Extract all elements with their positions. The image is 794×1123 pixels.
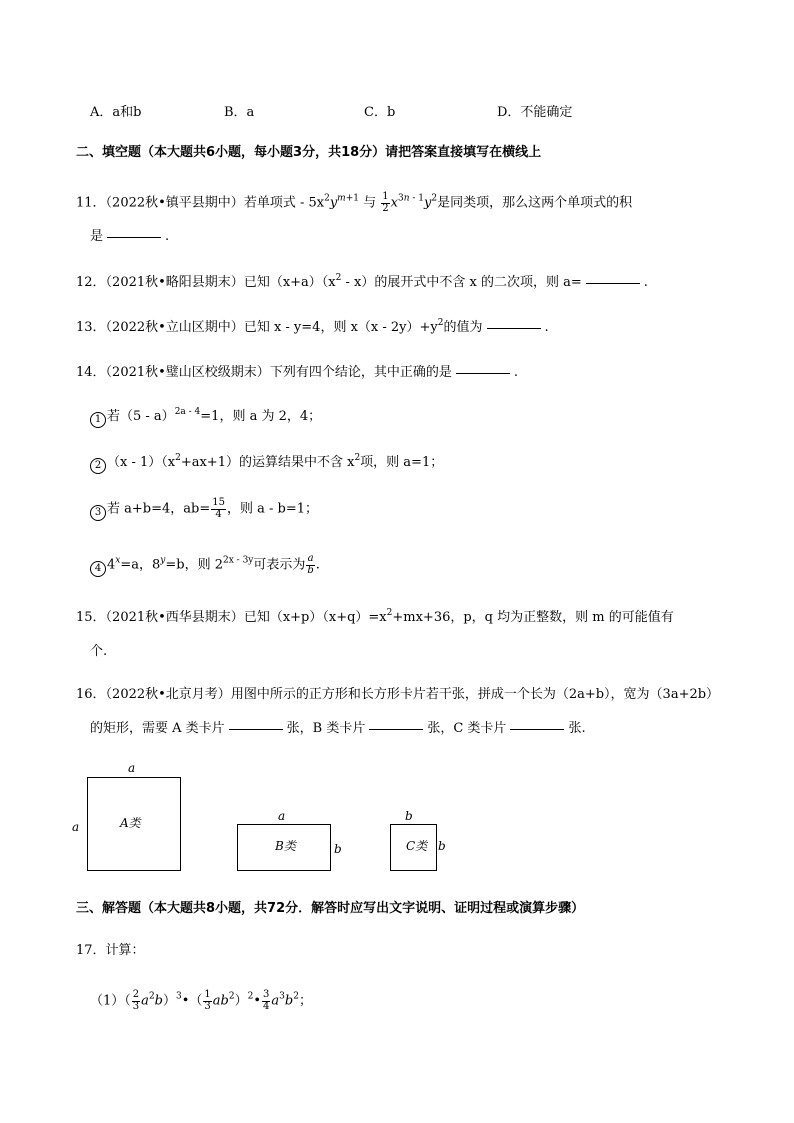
q11-end: . xyxy=(165,229,170,244)
q14-item2-mark: 2 xyxy=(90,458,106,474)
fig-c-top-label: b xyxy=(405,809,413,823)
q16-source: （2022秋•北京月考） xyxy=(105,687,231,702)
q14-line xyxy=(76,366,518,379)
q14-text: 下列有四个结论，其中正确的是 xyxy=(269,365,452,380)
q17-part1: （1）（ $\frac{2}{3}$ $a^2b)^3•$（ $\frac{1}{3}$ $ab^2)^2•$ $\frac{3}{4}$ $a^3b^2$； xyxy=(90,989,312,1012)
q11-text-a: 若单项式 - 5x xyxy=(243,195,325,211)
option-a: A．a和b xyxy=(90,105,142,120)
q13-source: （2022秋•立山区期中） xyxy=(105,320,244,335)
q14-item1 xyxy=(90,407,322,428)
q12-answer-blank[interactable] xyxy=(586,282,640,284)
q11-text-b: 与 xyxy=(363,195,377,211)
q16-line1 xyxy=(76,688,719,701)
q17-line xyxy=(76,944,145,957)
q16-text: 用图中所示的正方形和长方形卡片若干张，拼成一个长为（2a+b），宽为（3a+2b） xyxy=(230,687,720,702)
q15-source: （2021秋•西华县期末） xyxy=(105,610,244,625)
q14-end: . xyxy=(513,365,518,380)
q14-item3-mark: 3 xyxy=(90,505,106,521)
q12-text2: - x）的展开式中不含 x 的二次项，则 a= xyxy=(341,275,582,290)
q14-number: 14． xyxy=(76,365,106,380)
q13-text2: 的值为 xyxy=(443,320,483,335)
q16-blank-a[interactable] xyxy=(229,728,283,730)
q14-item4-text-a: 4 xyxy=(107,557,116,573)
q14-item4-mark: 4 xyxy=(90,561,106,577)
q14-item4-end: . xyxy=(315,557,320,573)
q14-answer-blank[interactable] xyxy=(456,372,510,374)
q13-end: . xyxy=(544,320,549,335)
fig-c-square-label: C类 xyxy=(406,839,428,853)
fig-c-right-label: b xyxy=(438,839,446,853)
q14-item2-text-b: +ax+1）的运算结果中不含 x xyxy=(180,455,355,470)
q15-text: 已知（x+p）（x+q）=x xyxy=(243,610,387,625)
q14-item4-frac-num: a xyxy=(307,553,314,564)
q14-item4-text-d: 可表示为 xyxy=(253,557,306,573)
q11-line2-text: 是 xyxy=(90,229,104,244)
q14-item4-text-c: =b，则 2 xyxy=(165,557,223,573)
q17-part1-label: （1） xyxy=(90,993,125,1009)
q11-text-c: 是同类项，那么这两个单项式的积 xyxy=(437,195,633,211)
fig-a-top-label: a xyxy=(128,761,136,775)
q12-number: 12． xyxy=(76,275,106,290)
q16-line2-b: 张，B 类卡片 xyxy=(286,721,366,736)
q14-item3 xyxy=(90,498,318,521)
q14-item4: 4 $4^x=a$，$8^y=b$，则 $2^{2x - 3y}$可表示为 $\frac{a}{b}$ . xyxy=(90,554,320,577)
q16-line2-d: 张. xyxy=(568,721,586,736)
q11-line1: 11．（2022秋•镇平县期中）若单项式 - $5x^2y^{m+1}$ 与 $\frac{1}{2}$ $x^{3n - 1}y^2$是同类项，那么这两个单项式的积 xyxy=(76,191,633,214)
q14-item1-text-b: =1，则 a 为 2，4； xyxy=(200,409,322,424)
q16-blank-b[interactable] xyxy=(369,728,423,730)
q15-line1: 15．（2021秋•西华县期末）已知$(x+p)(x+q)=x^2+mx+36$，p，q 均为正整数，则 m 的可能值有 xyxy=(76,608,674,625)
q14-item3-frac-den: 4 xyxy=(215,508,222,520)
section2-heading: 二、填空题（本大题共6小题，每小题3分，共18分）请把答案直接填写在横线上 xyxy=(76,145,542,160)
option-c: C．b xyxy=(364,105,396,120)
q13-line: 13．（2022秋•立山区期中）已知 x - y=4，则 $x(x - 2y)+y^2$的值为 . xyxy=(76,318,549,335)
q16-blank-c[interactable] xyxy=(510,728,564,730)
q14-item4-exp: 2x - 3y xyxy=(223,555,254,566)
q15-text2: +mx+36，p，q 均为正整数，则 m 的可能值有 xyxy=(392,610,674,625)
q16-line2-c: 张，C 类卡片 xyxy=(427,721,507,736)
q12-end: . xyxy=(643,275,648,290)
q14-item1-text-a: 若（5 - a） xyxy=(107,409,175,424)
q13-text: 已知 x - y=4，则 x（x - 2y）+y xyxy=(243,320,438,335)
fig-b-top-label: a xyxy=(278,809,286,823)
q17-number: 17． xyxy=(76,943,106,958)
fig-b-rect-label: B类 xyxy=(275,839,296,853)
q13-answer-blank[interactable] xyxy=(487,327,541,329)
fig-b-right-label: b xyxy=(334,842,342,856)
q13-number: 13． xyxy=(76,320,106,335)
q14-item2-text-c: 项，则 a=1； xyxy=(360,455,444,470)
q14-item3-frac-num: 15 xyxy=(212,497,225,508)
q14-item2-text-a: （x - 1）（x xyxy=(107,455,176,470)
q12-line: 12．（2021秋•略阳县期末）已知$(x+a)(x^2 - x)$的展开式中不含 x 的二次项，则 a= . xyxy=(76,273,648,290)
q14-source: （2021秋•璧山区校级期末） xyxy=(105,365,270,380)
q11-source: （2022秋•镇平县期中） xyxy=(105,195,244,211)
q14-item4-frac-den: b xyxy=(307,564,314,576)
q11-line2 xyxy=(90,230,169,243)
section3-heading: 三、解答题（本大题共8小题，共72分．解答时应写出文字说明、证明过程或演算步骤） xyxy=(76,901,585,916)
q16-line2-a: 的矩形，需要 A 类卡片 xyxy=(90,721,225,736)
option-d: D．不能确定 xyxy=(497,105,573,120)
q17-text: 计算： xyxy=(105,943,145,958)
option-b: B．a xyxy=(224,105,255,120)
q15-number: 15． xyxy=(76,610,106,625)
q14-item3-text-a: 若 a+b=4，ab= xyxy=(107,501,211,517)
fig-a-square-label: A类 xyxy=(120,816,141,830)
q14-item1-exp: 2a - 4 xyxy=(174,407,201,417)
fig-a-left-label: a xyxy=(72,820,80,834)
q16-line2 xyxy=(90,722,586,735)
q12-source: （2021秋•略阳县期末） xyxy=(105,275,244,290)
q15-line2: 个. xyxy=(90,644,108,659)
q14-item1-mark: 1 xyxy=(90,412,106,428)
q12-text: 已知（x+a）（x xyxy=(243,275,336,290)
q16-number: 16． xyxy=(76,687,106,702)
q14-item2: 2 $(x - 1)(x^2+ax+1)$的运算结果中不含 $x^2$项，则 a=1； xyxy=(90,456,443,474)
q11-answer-blank[interactable] xyxy=(107,236,161,238)
q11-number: 11． xyxy=(76,195,106,211)
q14-item4-text-b: =a，8 xyxy=(120,557,161,573)
q14-item3-text-b: ，则 a - b=1； xyxy=(226,501,318,517)
